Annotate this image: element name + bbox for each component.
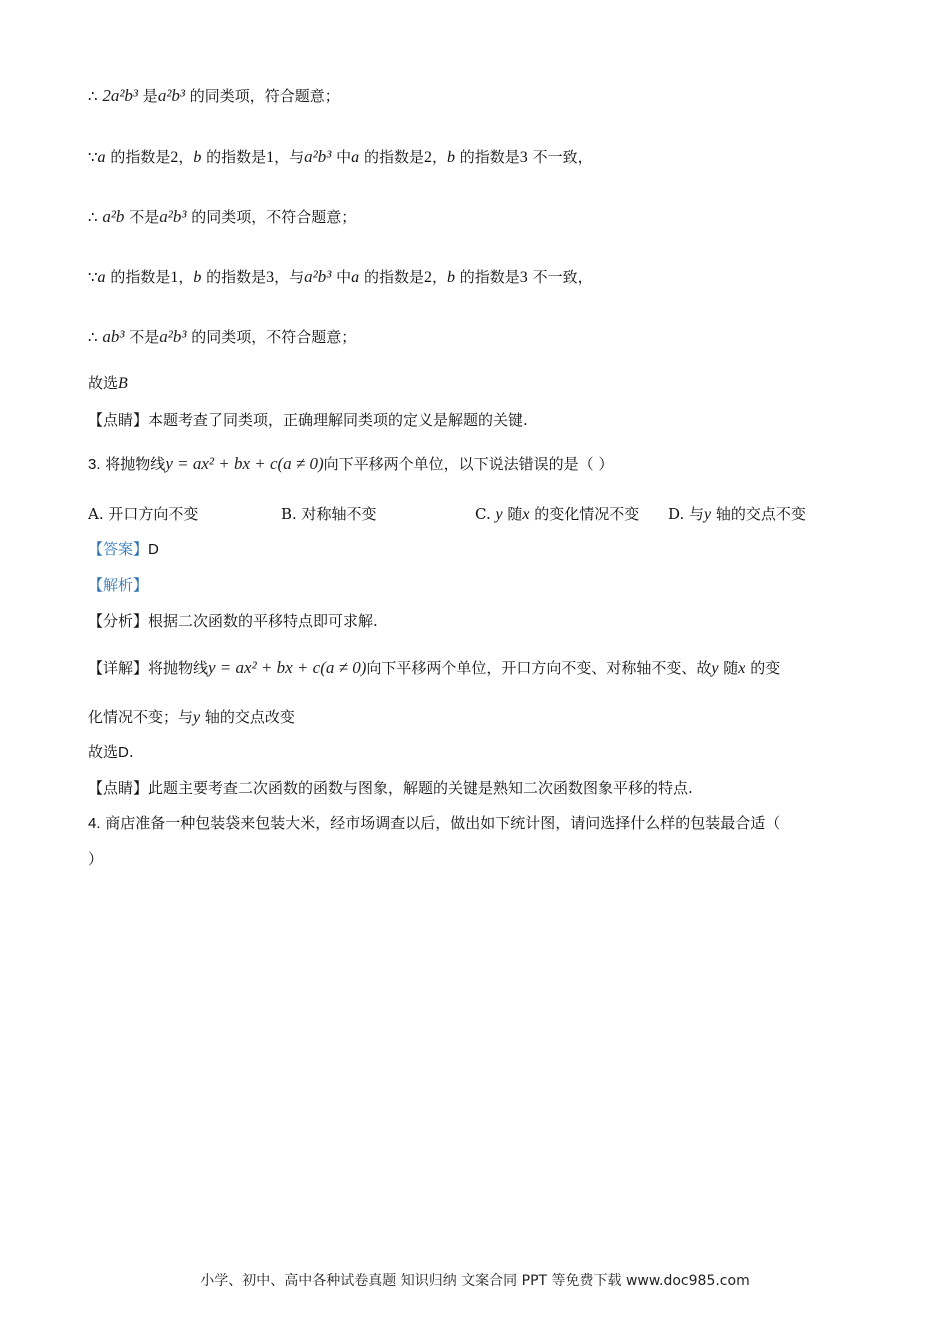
question-3: 3. 将抛物线y = ax² + bx + c(a ≠ 0)向下平移两个单位，以下说法错误的是（ ） (88, 454, 614, 473)
comment-2: 【点睛】此题主要考查二次函数的函数与图象，解题的关键是熟知二次函数图象平移的特点. (88, 779, 693, 797)
math-term: a²b³ (304, 267, 332, 286)
option-d: D. 与y 轴的交点不变 (668, 505, 806, 523)
math-term: ab³ (102, 327, 125, 346)
math-term: a²b³ (157, 86, 186, 105)
math-formula: y = ax² + bx + c(a ≠ 0) (208, 658, 367, 677)
comment-1: 【点睛】本题考查了同类项，正确理解同类项的定义是解题的关键. (88, 411, 528, 429)
question-4-close: ） (88, 850, 104, 868)
math-term: a²b (102, 207, 125, 226)
math-formula: y = ax² + bx + c(a ≠ 0) (165, 454, 324, 473)
option-b: B. 对称轴不变 (281, 505, 377, 523)
line-reason-2: ∵a 的指数是1，b 的指数是3，与a²b³ 中a 的指数是2，b 的指数是3 不一致， (88, 267, 593, 286)
analysis-summary: 【分析】根据二次函数的平移特点即可求解. (88, 612, 378, 630)
detail-line-2: 化情况不变；与y 轴的交点改变 (88, 708, 295, 726)
detail-line-1: 【详解】将抛物线y = ax² + bx + c(a ≠ 0)向下平移两个单位，开口方向不变、对称轴不变、故y 随x 的变 (88, 658, 781, 677)
math-term: a²b³ (304, 147, 332, 166)
analysis-label: 【解析】 (88, 576, 149, 594)
line-conclusion-2: ∴ a²b 不是a²b³ 的同类项，不符合题意； (88, 207, 357, 226)
line-conclusion-1: ∴ 2a²b³ 是a²b³ 的同类项，符合题意； (88, 86, 340, 105)
line-reason-1: ∵a 的指数是2，b 的指数是1，与a²b³ 中a 的指数是2，b 的指数是3 不一致， (88, 147, 593, 166)
line-choice-b: 故选B (88, 374, 128, 392)
line-choice-d: 故选D. (88, 743, 134, 761)
math-term: a²b³ (159, 327, 187, 346)
math-term: a²b³ (159, 207, 187, 226)
math-term: 2a²b³ (102, 86, 139, 105)
line-conclusion-3: ∴ ab³ 不是a²b³ 的同类项，不符合题意； (88, 327, 357, 346)
option-a: A. 开口方向不变 (88, 505, 199, 523)
option-c: C. y 随x 的变化情况不变 (475, 505, 640, 523)
page-footer: 小学、初中、高中各种试卷真题 知识归纳 文案合同 PPT 等免费下载 www.doc985.com (200, 1273, 750, 1289)
question-4: 4. 商店准备一种包装袋来包装大米，经市场调查以后，做出如下统计图，请问选择什么样的包装最合适（ (88, 814, 781, 832)
answer: 【答案】D (88, 540, 159, 558)
